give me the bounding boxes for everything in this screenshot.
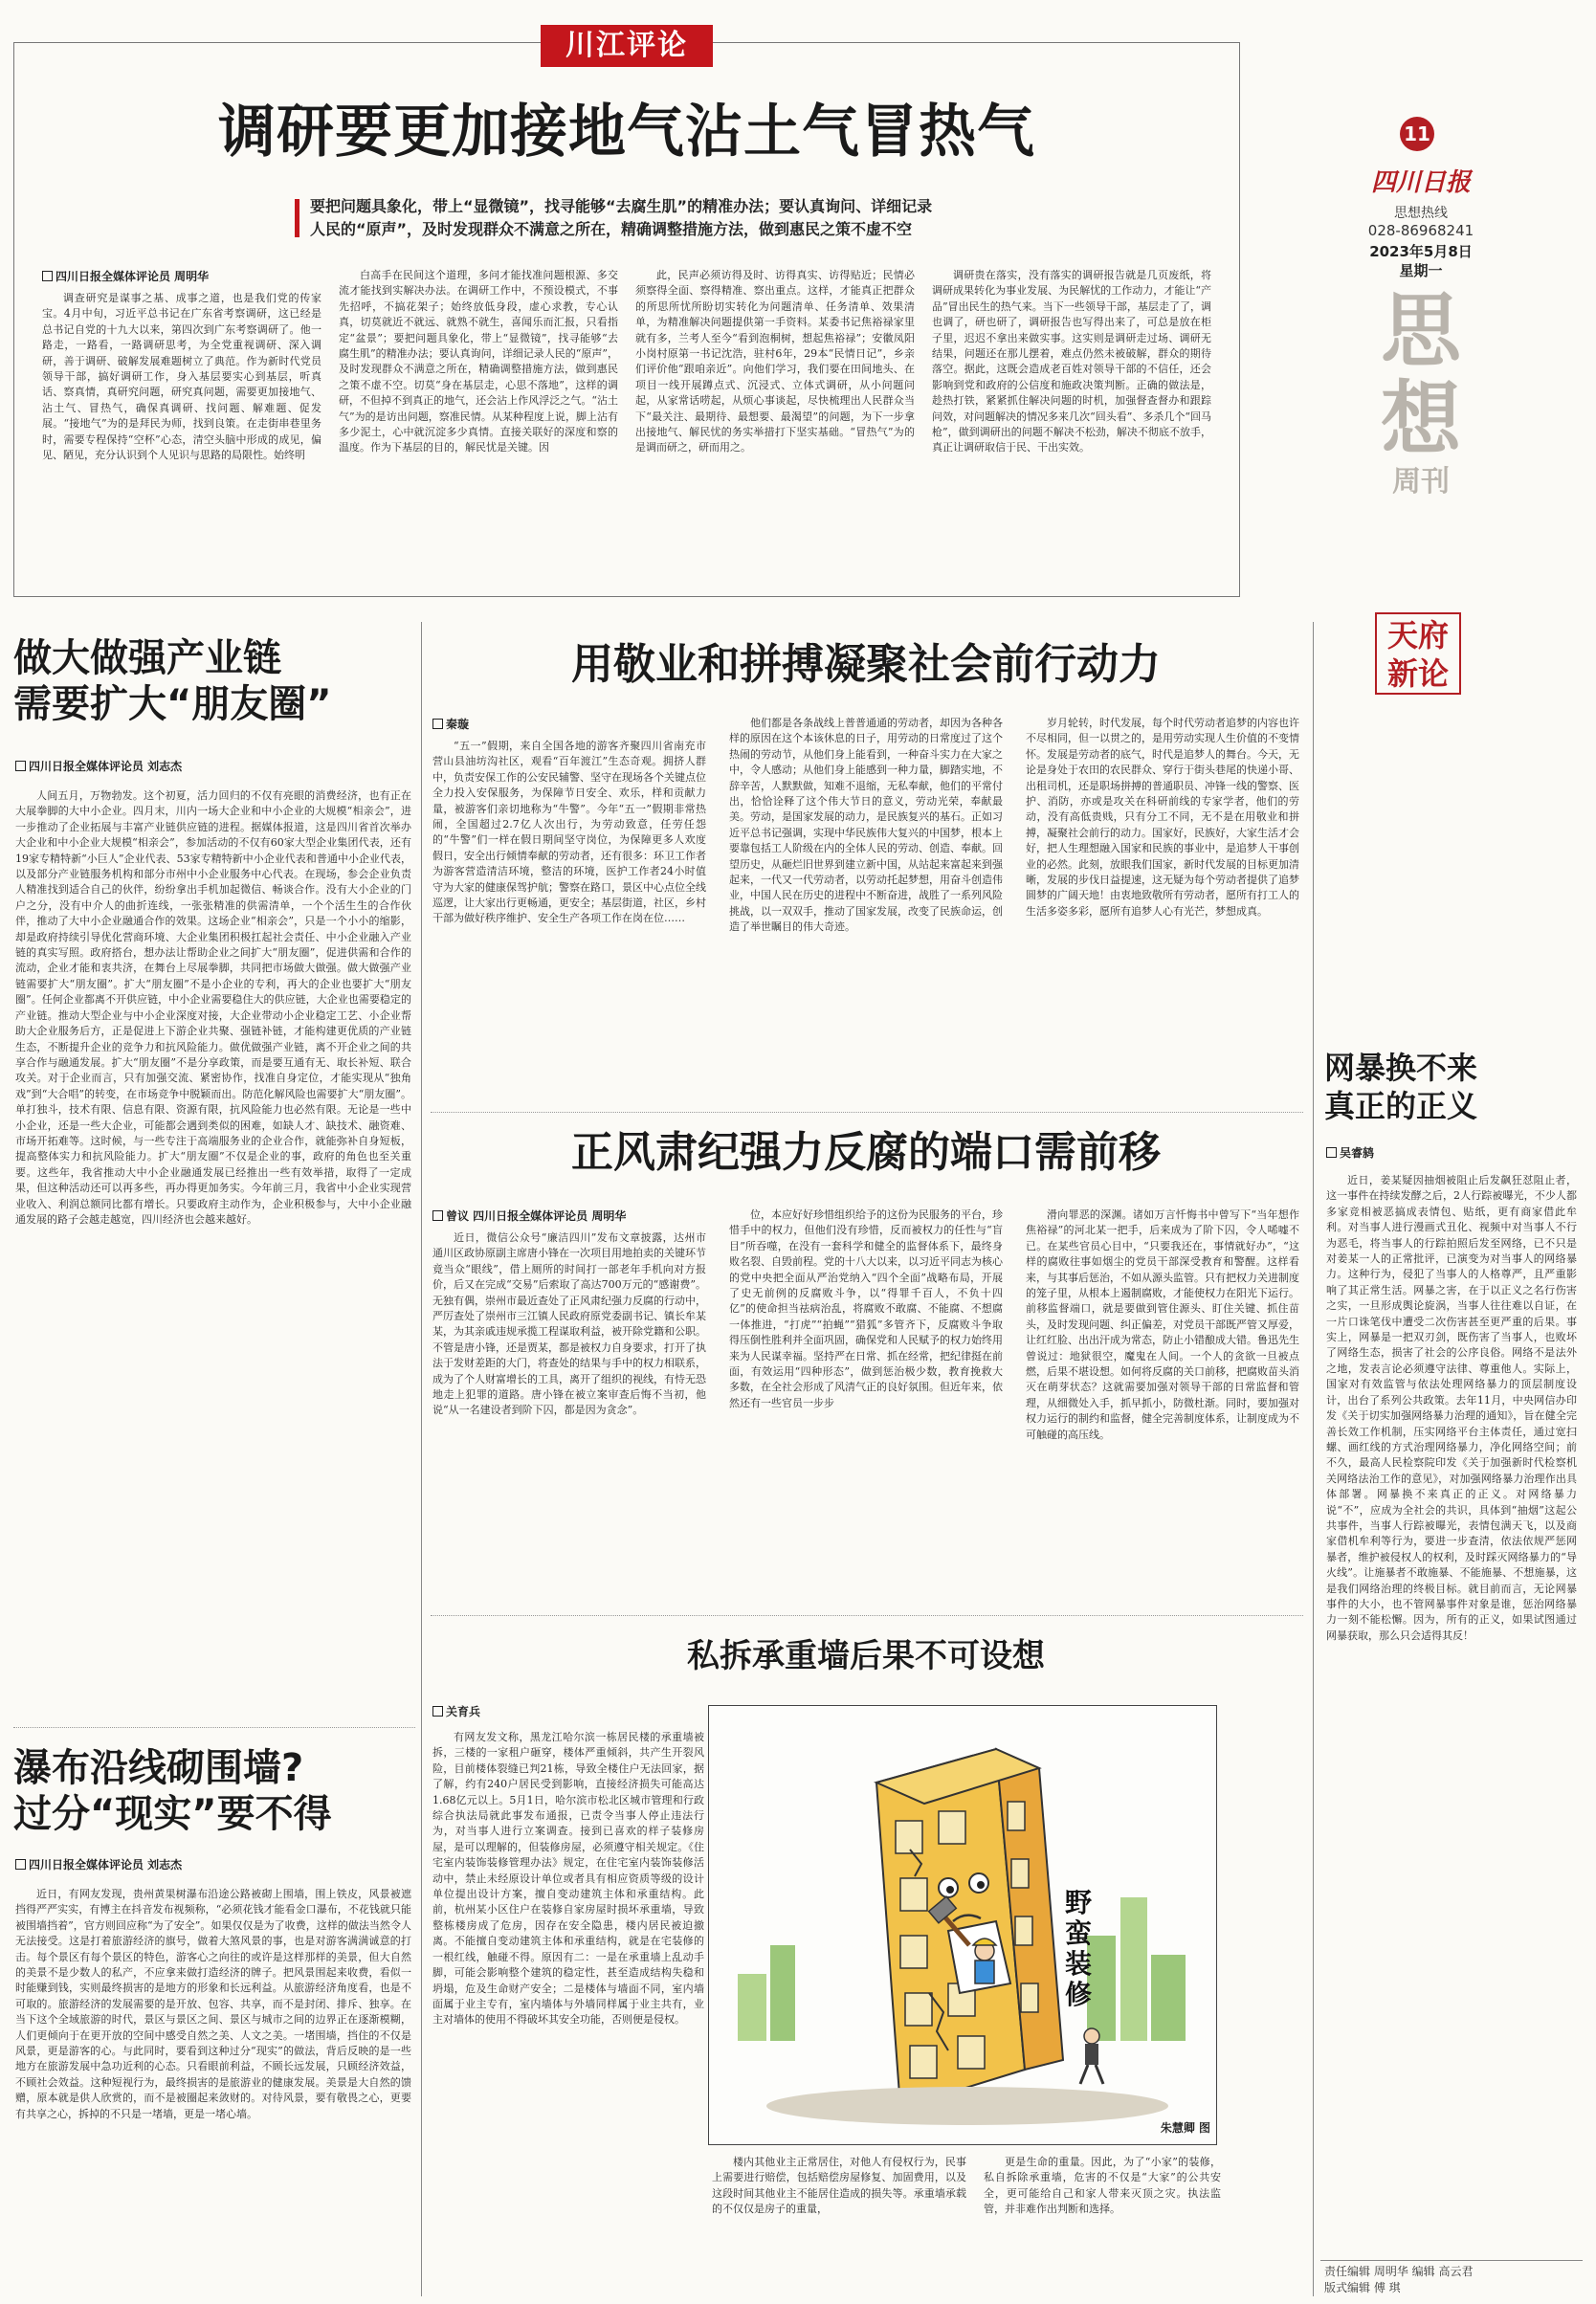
right-byline — [1326, 1144, 1518, 1161]
byline-square-icon — [432, 1210, 443, 1221]
lead-deck — [310, 195, 999, 241]
headline-line: 需要扩大“朋友圈” — [13, 682, 332, 726]
cartoon-caption — [1065, 1888, 1103, 2010]
cartoon-caption-char: 野 — [1065, 1887, 1093, 1918]
headline-line: 网暴换不来 — [1324, 1050, 1478, 1086]
editor-credit-line: 责任编辑 周明华 编辑 高云君 — [1324, 2265, 1474, 2278]
cartoon-caption-char: 蛮 — [1065, 1917, 1093, 1949]
cartoon-caption-char: 修 — [1065, 1979, 1093, 2010]
lead-paragraph: 调查研究是谋事之基、成事之道，也是我们党的传家宝。4月中旬，习近平总书记在广东省考察调研，这已经是总书记自党的十九大以来，第四次到广东考察调研了。他一路走，一路看，一路调研思考，为全党重视调研、深入调研，善于调研、破解发展难题树立了典范。作为新时代党员领导干部，搞好调研工作，身入基层要实心到基层，听真话、察真情，真研究问题，研究真问题，需要更加接地气、沾土气、冒热气，确保真调研、找问题、解难题、促发展。“接地气”为的是拜民为师，找到良策。在走街串巷里务时，需要专程保持“空杯”心态，清空头脑中形成的成见，偏见、陋见，充分认识到个人见识与思路的局限性。始终明 — [42, 292, 321, 462]
column-logo-line: 新论 — [1386, 655, 1449, 692]
byline-square-icon — [432, 1706, 443, 1717]
center2-byline-text: 曾议 四川日报全媒体评论员 周明华 — [446, 1209, 627, 1223]
paper-logo: 四川日报 — [1370, 168, 1471, 197]
center2-headline: 正风肃纪强力反腐的端口需前移 — [571, 1128, 1161, 1177]
center2-byline — [432, 1207, 720, 1224]
byline-square-icon — [15, 761, 26, 771]
headline-line: 做大做强产业链 — [13, 636, 281, 680]
lead-byline — [42, 268, 329, 284]
center1-byline — [432, 716, 700, 732]
right-byline-text: 吴睿鸫 — [1340, 1146, 1375, 1160]
byline-square-icon — [42, 271, 53, 281]
center3-body — [432, 1730, 704, 2291]
lead-deck-bar — [295, 199, 299, 237]
bottom-strip-paragraph: 更是生命的重量。因此，为了“小家”的装修，私自拆除承重墙，危害的不仅是“大家”的公共安全，更可能给自己和家人带来灭顶之灾。执法监管，并非难作出判断和选择。 — [984, 2156, 1221, 2216]
editor-credits — [1324, 2264, 1583, 2296]
lead-column-4 — [932, 268, 1211, 587]
center3-paragraph: 有网友发文称，黑龙江哈尔滨一栋居民楼的承重墙被拆，三楼的一家租户砸穿，楼体严重倾斜，共产生开裂风险，目前楼体裂缝已判21栋，导致全楼住户无法回家，据了解，约有240户居民受到影响，直接经济损失可能高达1.68亿元以上。5月1日，哈尔滨市松北区城市管理和行政综合执法局就此事发布通报，已责令当事人停止违法行为，对当事人进行立案调查。接到已喜欢的样子装修房屋，是可以理解的，但装修房屋，必须遵守相关规定。《住宅室内装饰装修管理办法》规定，在住宅室内装饰装修活动中，禁止未经原设计单位或者具有相应资质等级的设计单位提出设计方案，擅自变动建筑主体和承重结构。此前，杭州某小区住户在装修自家房屋时损坏承重墙，导致整栋楼房成了危房，因存在安全隐患，楼内居民被迫撤离。不能擅自变动建筑主体和承重结构，就是在宅装修的一根红线，触碰不得。原因有二：一是在承重墙上乱动手脚，可能会影响整个建筑的稳定性，甚至造成结构失稳和坍塌，危及生命财产安全；二是楼体与墙面不同，室内墙面属于业主专有，室内墙体与外墙同样属于业主共有，业主对墙体的使用不得破坏其安全功能，否则便是侵权。 — [432, 1731, 704, 2027]
editor-credit-line: 版式编辑 傅 琪 — [1324, 2281, 1401, 2294]
lead-column-1 — [42, 291, 321, 587]
lead-column-2 — [339, 268, 618, 587]
center2-paragraph: 位，本应好好珍惜组织给予的这份为民服务的平台，珍惜手中的权力，但他们没有珍惜，反而被权力的任性与“盲目”所吞噬，在没有一套科学和健全的监督体系下，最终身败名裂、自毁前程。党的十八大以来，以习近平同志为核心的党中央把全面从严治党纳入“四个全面”战略布局，开展了史无前例的反腐败斗争，以“得罪千百人，不负十四亿”的使命担当祛病治乱，将腐败不敢腐、不能腐、不想腐一体推进，“打虎”“拍蝇”“猎狐”多管齐下，反腐败斗争取得压倒性胜利并全面巩固，确保党和人民赋予的权力始终用来为人民谋幸福。坚持严在日常、抓在经常，把纪律挺在前面，有效运用“四种形态”，做到惩治极少数，教育挽救大多数，在全社会形成了风清气正的良好氛围。但近年来，依然还有一些官员一步步 — [729, 1208, 1003, 1409]
center1-headline: 用敬业和拼搏凝聚社会前行动力 — [571, 640, 1161, 689]
center1-paragraph: 岁月轮转，时代发展，每个时代劳动者追梦的内容也许不尽相同，但一以贯之的，是用劳动实现人生价值的不变情怀。发展是劳动者的底气，时代是追梦人的舞台。今天，无论是身处于农田的农民群众、穿行于街头巷尾的快递小哥、出租司机，还是职场拼搏的普通职员、冲锋一线的警察、医护、消防，亦或是攻关在科研前线的专家学者，他们的劳动，没有高低贵贱，只有分工不同，无不是在用敬业和拼搏，凝聚社会前行的动力。国家好，民族好，大家生活才会好，把人生理想融入国家和民族的事业中，是追梦人干事创业的必然。此刻，放眼我们国家，新时代发展的目标更加清晰，发展的步伐日益提速，这无疑为每个劳动者提供了追梦圆梦的广阔天地！由衷地致敬所有劳动者，愿所有打工人的生活多姿多彩，愿所有追梦人心有光芒，梦想成真。 — [1026, 717, 1299, 918]
right-headline — [1324, 1049, 1573, 1125]
lead-deck-line: 人民的“原声”，及时发现群众不满意之所在，精确调整措施方法，做到惠民之策不虚不空 — [310, 220, 913, 238]
footer-divider — [1320, 2260, 1583, 2261]
headline-line: 瀑布沿线砌围墙? — [13, 1746, 304, 1790]
center1-paragraph: 他们都是各条战线上普普通通的劳动者，却因为各种各样的原因在这个本该休息的日子，用劳动的日常度过了这个热闹的劳动节，从他们身上能看到，一种奋斗实力在大家之中，令人感动；从他们身上能感到一种力量，脚踏实地，不辞辛苦，人默默做，知难不退缩，无私奉献，他们的平常付出，恰恰诠释了这个伟大节日的意义，劳动光荣，奉献最美。劳动，是国家发展的动力，是民族复兴的基石。正如习近平总书记强调，实现中华民族伟大复兴的中国梦，根本上要靠包括工人阶级在内的全体人民的劳动、创造、奉献。回望历史，从砸烂旧世界到建立新中国，从站起来富起来到强起来，一代又一代劳动者，以劳动托起梦想，用奋斗创造伟业，中国人民在历史的进程中不断奋进，战胜了一系列风险挑战，以一双双手，推动了国家发展，改变了民族命运，创造了举世瞩目的伟大奇迹。 — [729, 717, 1003, 934]
page-number-badge: 11 — [1400, 117, 1434, 151]
issue-date: 2023年5月8日 — [1369, 243, 1473, 260]
left1-byline — [15, 758, 417, 774]
center2-divider — [431, 1615, 1303, 1616]
center3-headline: 私拆承重墙后果不可设想 — [687, 1637, 1045, 1675]
bottom-strip-column-1 — [712, 2155, 966, 2289]
right-paragraph: 近日，姜某疑因抽烟被阻止后发飙狂怼阻止者，这一事件在持续发酵之后，2人行踪被曝光，不少人都多家竞相被恶搞成表情包、贴纸，更有商家借此牟利。对当事人进行漫画式丑化、视频中对当事人不行为恶毛，将当事人的行踪拍照后发至网络，已不只是对姜某一人的正常批评，已演变为对当事人的网络暴力。这种行为，侵犯了当事人的人格尊严，且严重影响了其正常生活。网暴之害，在于以正义之名行伤害之实，一旦形成舆论旋涡，当事人往往难以自证，在一片口诛笔伐中遭受二次伤害甚至更严重的后果。事实上，网暴是一把双刃剑，既伤害了当事人，也败坏了网络生态，损害了社会的公序良俗。网络不是法外之地，发表言论必须遵守法律、尊重他人。实际上，国家对有效监管与依法处理网络暴力的顶层制度设计，出台了系列公共政策。去年11月，中央网信办印发《关于切实加强网络暴力治理的通知》，旨在健全完善长效工作机制，压实网络平台主体责任，通过宽扫螺、画红线的方式治理网络暴力，净化网络空间；前不久，最高人民检察院印发《关于加强新时代检察机关网络法治工作的意见》，对加强网络暴力治理作出具体部署。网暴换不来真正的正义。对网络暴力说“不”，应成为全社会的共识，具体到“抽烟”这起公共事件，当事人行踪被曝光，表情包满天飞，以及商家借机牟利等行为，要进一步查清，依法依规严惩网暴者，维护被侵权人的权利，及时踩灭网络暴力的“导火线”。让施暴者不敢施暴、不能施暴、不想施暴，这是我们网络治理的终极目标。就目前而言，无论网暴事件的大小，也不管网暴事件对象是谁，惩治网络暴力一刻不能松懈。因为，所有的正义，如果试图通过网暴获取，那么只会适得其反！ — [1326, 1174, 1577, 1642]
byline-square-icon — [432, 719, 443, 729]
lead-deck-line: 要把问题具象化，带上“显微镜”，找寻能够“去腐生肌”的精准办法；要认真询问、详细记录 — [310, 197, 933, 215]
center2-paragraph: 近日，微信公众号“廉洁四川”发布文章披露，达州市通川区政协原副主席唐小锋在一次项目用地拍卖的关键环节竟当众“眼线”，借上厕所的时间打一部老年手机向对方报价，后又在完成“交易”后索取了高达700万元的“感谢费”。无独有偶，崇州市最近查处了正风肃纪强力反腐的行动中，严厉查处了崇州市三江镇人民政府原党委副书记、镇长牟某某，为其亲戚违规承揽工程谋取利益，被开除党籍和公职。不管是唐小锋，还是贾某，都是被权力自身要求，打开了执法于发财差距的大门，将查处的结果与手中的权力相联系，成为了个人财富增长的工具，离开了组织的视线，有恃无恐地走上犯罪的道路。唐小锋在被立案审查后悔不当初，他说“从一名建设者到阶下囚，都是因为贪念”。 — [432, 1231, 706, 1417]
lead-paragraph: 此，民声必须访得及时、访得真实、访得贴近；民情必须察得全面、察得精准、察出重点。这样，才能真正把群众的所思所忧所盼切实转化为问题清单、任务清单、效果清单，为精准解决问题提供第一手资料。某委书记焦裕禄家里就有多，兰考人至今“看到泡桐树，想起焦裕禄”；安徽凤阳小岗村原第一书记沈浩，驻村6年，29本“民情日记”，乡亲们评价他“跟咱亲近”。向他们学习，我们要在田间地头、在项目一线开展蹲点式、沉浸式、立体式调研，从小问题问起，从家常话唠起，从烦心事谈起，尽快梳理出人民群众当下“最关注、最期待、最想要、最渴望”的问题，为下一步拿出接地气、解民忧的务实举措打下坚实基础。“冒热气”为的是调而研之，研而用之。 — [635, 269, 915, 454]
right-body — [1326, 1173, 1577, 2250]
hotline-label: 思想热线 — [1394, 206, 1448, 221]
left2-byline-text: 四川日报全媒体评论员 刘志杰 — [29, 1858, 183, 1872]
lead-headline: 调研要更加接地气沾土气冒热气 — [218, 99, 1035, 166]
section-title-char: 想 — [1380, 371, 1461, 466]
byline-square-icon — [1326, 1147, 1337, 1158]
left1-paragraph: 人间五月，万物勃发。这个初夏，活力回归的不仅有亮眼的消费经济，也有正在大展拳脚的大中小企业。四月末，川内一场大企业和中小企业的大规模“相亲会”，进一步推动了企业拓展与丰富产业链供应链的进程。据媒体报道，这是四川省首次举办大企业和中小企业大规模“相亲会”，参加活动的不仅有60家大型企业集团代表，还有19家专精特新“小巨人”企业代表、53家专精特新中小企业代表和普通中小企业代表，以及部分产业链服务机构和部分市州中小企业服务中心代表。在现场，参会企业负责人精准找到适合自己的伙伴，纷纷拿出手机加起微信、畅谈合作。没有大小企业的门户之分，没有中介人的曲折连线，一张张精准的供需清单，一个个活生生的合作伙伴，推动了大中小企业融通合作的效果。这场企业“相亲会”，只是一个小小的缩影，却是政府持续引导优化营商环境、大企业集团积极扛起社会责任、中小企业融入产业链的真实写照。政府搭台，想办法让帮助企业之间扩大“朋友圈”，促进供需和合作的流动，企业才能和衷共济，在舞台上尽展拳脚，共同把市场做大做强。做大做强产业链需要扩大“朋友圈”。扩大“朋友圈”不是小企业的专利，再大的企业也要扩大“朋友圈”。任何企业都离不开供应链，中小企业需要稳住大的供应链，大企业也需要稳定的产业链。推动大型企业与中小企业深度对接，大企业带动小企业稳定工艺、小企业帮助大企业服务后方，正是促进上下游企业共聚、强链补链，才能构建更优质的产业链生态，不断提升企业的竞争力和抗风险能力。做优做强产业链，离不开企业之间的共享合作与融通发展。扩大“朋友圈”不是分享政策，而是要互通有无、取长补短、联合攻关。对于企业而言，只有加强交流、紧密协作，找准自身定位，才能实现从“独角戏”到“大合唱”的转变，在市场竞争中脱颖而出。防范化解风险也需要扩大“朋友圈”。单打独斗，技术有限、信息有限、资源有限，抗风险能力也必然有限。无论是一些中小企业，还是一些大企业，可能都会遇到类似的困难，如缺人才、缺技术、融资难、市场开拓难等。这时候，与一些专注于高端服务业的企业合作，就能弥补自身短板，提高整体实力和抗风险能力。扩大“朋友圈”不仅是企业的事，政府的角色也至关重要。这些年，我省推动大中小企业融通发展已经推出一些有效举措，取得了一定成果，但这种活动还可以再多些，再办得更加务实。今年前三月，我省中小企业实现营业收入、利润总额同比都有增长。只要政府主动作为，企业积极参与，大中小企业融通发展的路子会越走越宽，四川经济也会越来越好。 — [15, 789, 411, 1226]
center1-byline-text: 秦璇 — [446, 718, 470, 731]
left2-paragraph: 近日，有网友发现，贵州黄果树瀑布沿途公路被砌上围墙，围上铁皮，风景被遮挡得严严实实，有博主在抖音发布视频称，“必须花钱才能看金口瀑布，不花钱就只能被围墙挡着”，官方则回应称“为了安全”。如果仅仅是为了收费，这样的做法当然令人无法接受。这是打着旅游经济的旗号，做着大煞风景的事，也是对游客满满诚意的打击。每个景区有每个景区的特色，游客心之向往的或许是这样那样的美景，但大自然的美景不是少数人的私产，不应拿来做打造经济的牌子。把风景围起来收费，看似一时能赚到钱，实则最终损害的是地方的形象和长远利益。从旅游经济角度看，也是不可取的。旅游经济的发展需要的是开放、包容、共享，而不是封闭、排斥、独享。在当下这个全域旅游的时代，景区与景区之间、景区与城市之间的边界正在逐渐模糊，人们更倾向于在更开放的空间中感受自然之美、人文之美。一堵围墙，挡住的不仅是风景，更是游客的心。与此同时，要看到这种过分“现实”的做法，背后反映的是一些地方在旅游发展中急功近利的心态。只看眼前利益，不顾长远发展，只顾经济效益，不顾社会效益。这种短视行为，最终损害的是旅游业的健康发展。美景是大自然的馈赠，原本就是供人欣赏的，而不是被圈起来敛财的。对待风景，要有敬畏之心，更要有共享之心，拆掉的不只是一堵墙，更是一堵心墙。 — [15, 1888, 411, 2120]
left1-byline-text: 四川日报全媒体评论员 刘志杰 — [29, 760, 183, 773]
lead-paragraph: 调研贵在落实，没有落实的调研报告就是几页废纸，将调研成果转化为事业发展、为民解忧的工作动力，才能让“产品”冒出民生的热气来。当下一些领导干部，基层走了了，调也调了，研也研了，调研报告也写得出来了，可总是放在柜子里，迟迟不拿出来做实事。这实则是调研走过场、调研无结果，问题还在那儿摆着，难点仍然未被破解，群众的期待落空。据此，这既会造成老百姓对领导干部的不信任，还会影响到党和政府的公信度和施政决策判断。正确的做法是，趁热打铁，紧紧抓住解决问题的时机，加强督查督办和跟踪问效，对问题解决的情况多来几次“回头看”、多杀几个“回马枪”，做到调研出的问题不解决不松劲，解决不彻底不放手，真正让调研取信于民、干出实效。 — [932, 269, 1211, 454]
left1-divider — [13, 1727, 415, 1728]
cartoon-credit: 朱慧卿 图 — [1160, 2121, 1210, 2135]
left2-byline — [15, 1856, 417, 1872]
hotline-number: 028-86968241 — [1367, 222, 1474, 239]
section-title — [1363, 283, 1478, 517]
issue-weekday: 星期一 — [1399, 262, 1443, 279]
lead-byline-text: 四川日报全媒体评论员 周明华 — [55, 270, 210, 283]
lead-paragraph: 白高手在民间这个道理，多问才能找准问题根源、多交流才能找到实解决办法。在调研工作中，不预设模式，不事先招呼，不搞花架子；始终放低身段，虚心求教，专心认真，切莫就近不就远、就熟不就生，喜闻乐而汇报，只看指定“盆景”；要把问题具象化，带上“显微镜”，找寻能够“去腐生肌”的精准办法；要认真询问，详细记录人民的“原声”，及时发现群众不满意之所在，精确调整措施方法，做到惠民之策不虚不空。切莫“身在基层走，心思不落地”，这样的调研，不但掉不到真正的地气，还会沾上作风浮泛之气。“沾土气”为的是访出问题，察准民情。从某种程度上说，脚上沾有多少泥土，心中就沉淀多少真情。直接关联好的深度和察的温度。作为下基层的目的，解民忧是关键。因 — [339, 269, 618, 454]
center2-paragraph: 滑向罪恶的深渊。诸如万言忏悔书中曾写下“当年想作焦裕禄”的河北某一把手，后来成为了阶下囚，令人唏嘘不已。在某些官员心目中，“只要我还在，事情就好办”，“这样的腐败往事如烟尘的党员干部深受教育和警醒。这样看来，与其事后惩治，不如从源头监管。只有把权力关进制度的笼子里，从根本上遏制腐败，才能使权力在阳光下运行。前移监督端口，就是要做到管住源头、盯住关键、抓住苗头，及时发现问题、纠正偏差，对党员干部既严管又厚爱，让红红脸、出出汗成为常态，防止小错酿成大错。鲁迅先生曾说过：地狱很空，魔鬼在人间。一个人的贪欲一旦被点燃，后果不堪设想。如何将反腐的关口前移，把腐败苗头消灭在萌芽状态？这就需要加强对领导干部的日常监督和管理，从细微处入手，抓早抓小，防微杜渐。同时，要加强对权力运行的制约和监督，健全完善制度体系，让制度成为不可触碰的高压线。 — [1026, 1208, 1299, 1441]
column-divider — [1313, 622, 1314, 2296]
left1-body — [15, 788, 411, 1713]
lead-column-3 — [635, 268, 915, 587]
center1-column-1 — [432, 739, 706, 1100]
column-logo-line: 天府 — [1386, 617, 1449, 654]
center1-divider — [431, 1112, 1303, 1113]
bottom-strip-column-2 — [984, 2155, 1221, 2289]
center1-paragraph: “五一”假期，来自全国各地的游客齐聚四川省南充市营山县油坊沟社区，观看“百年渡江”生态奇观。拥挤人群中，负责安保工作的公安民辅警、坚守在现场各个关键点位全力投入安保服务，为保障节日安全、欢乐，样和贡献力量，被游客们亲切地称为“牛警”。今年“五一”假期非常热闹，全国超过2.7亿人次出行，为劳动致意，任劳任怨的“牛警”们一样在假日期间坚守岗位，为保障更多人欢度假日，安全出行倾情奉献的劳动者，还有很多：环卫工作者为游客营造清洁环境，整洁的环境，医护工作者24小时值守为大家的健康保驾护航；警察在路口，景区中心点位全线巡逻，让大家出行更畅通，更安全；基层街道，社区，乡村干部为做好秩序维护、安全生产各项工作在岗在位…… — [432, 740, 706, 925]
left2-body — [15, 1887, 411, 2298]
center3-byline — [432, 1703, 681, 1719]
left2-headline — [13, 1745, 425, 1837]
cartoon-caption-char: 装 — [1065, 1948, 1093, 1980]
center2-column-2 — [729, 1207, 1003, 1604]
headline-line: 过分“现实”要不得 — [13, 1792, 332, 1836]
center1-column-2 — [729, 716, 1003, 1100]
section-subtitle: 周刊 — [1392, 465, 1450, 498]
center1-column-3 — [1026, 716, 1299, 1100]
bottom-strip-paragraph: 楼内其他业主正常居住，对他人有侵权行为，民事上需要进行赔偿，包括赔偿房屋修复、加固费用，以及这段时间其他业主不能居住造成的损失等。承重墙承载的不仅仅是房子的重量， — [712, 2156, 966, 2216]
cartoon-frame — [708, 1705, 1217, 2145]
left1-headline — [13, 635, 425, 727]
column-logo — [1375, 612, 1461, 695]
center3-byline-text: 关育兵 — [446, 1705, 481, 1718]
headline-line: 真正的正义 — [1324, 1088, 1478, 1124]
column-divider — [421, 622, 422, 2296]
column-badge: 川江评论 — [541, 25, 713, 67]
cartoon-illustration — [709, 1706, 1216, 2144]
byline-square-icon — [15, 1859, 26, 1870]
center2-column-1 — [432, 1230, 706, 1604]
center2-column-3 — [1026, 1207, 1299, 1604]
section-title-char: 思 — [1380, 283, 1461, 378]
